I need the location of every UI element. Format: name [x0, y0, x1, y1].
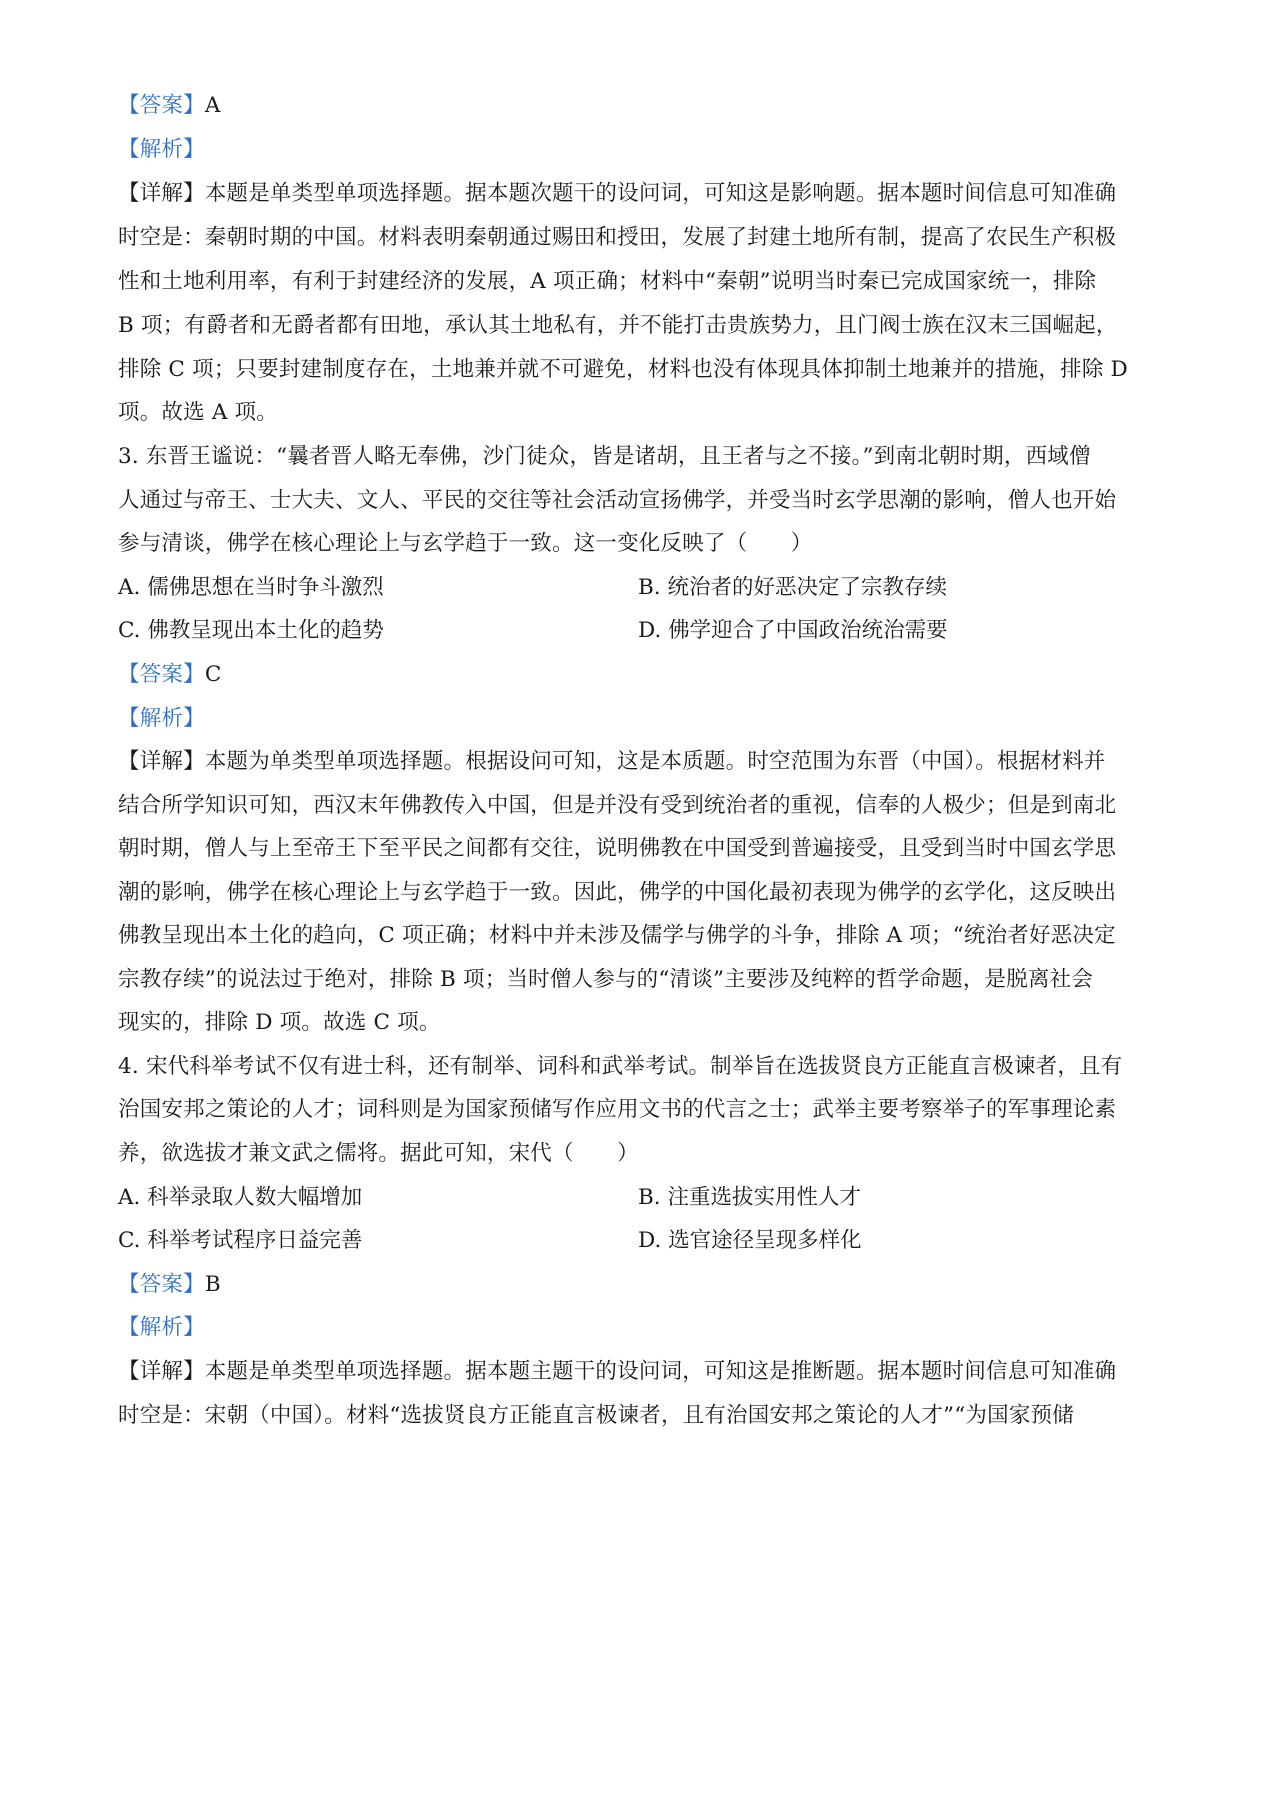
- answer-value: B: [204, 1272, 221, 1297]
- q3-stem-line: 参与清谈，佛学在核心理论上与玄学趋于一致。这一变化反映了（ ）: [118, 531, 813, 556]
- q2-detail-line: B 项；有爵者和无爵者都有田地，承认其土地私有，并不能打击贵族势力，且门阀士族在汉末三国崛起，: [118, 313, 1118, 338]
- q4-option-b: B. 注重选拔实用性人才: [638, 1185, 861, 1210]
- detail-tag: 【详解】: [118, 181, 205, 206]
- q3-option-b: B. 统治者的好恶决定了宗教存续: [638, 575, 947, 600]
- q3-detail-line: 朝时期，僧人与上至帝王下至平民之间都有交往，说明佛教在中国受到普遍接受，且受到当时中国玄学思: [118, 836, 1117, 861]
- q4-stem-line: 治国安邦之策论的人才；词科则是为国家预储写作应用文书的代言之士；武举主要考察举子的军事理论素: [118, 1097, 1117, 1122]
- q4-stem-line: 养，欲选拔才兼文武之儒将。据此可知，宋代（ ）: [118, 1141, 639, 1166]
- q3-detail-line: 【详解】本题为单类型单项选择题。根据设问可知，这是本质题。时空范围为东晋（中国）。根据材料并: [118, 749, 1106, 774]
- answer-tag: 【答案】: [118, 662, 205, 687]
- q4-stem-line: 4. 宋代科举考试不仅有进士科，还有制举、词科和武举考试。制举旨在选拔贤良方正能直言极谏者，且有: [118, 1054, 1123, 1079]
- detail-tag: 【详解】: [118, 1359, 205, 1384]
- q3-detail-line: 现实的，排除 D 项。故选 C 项。: [118, 1010, 441, 1035]
- answer-value: C: [204, 662, 222, 687]
- q3-option-a: A. 儒佛思想在当时争斗激烈: [118, 575, 384, 600]
- q2-detail-line: 性和土地利用率，有利于封建经济的发展，A 项正确；材料中“秦朝”说明当时秦已完成国家统一，排除: [118, 269, 1097, 294]
- q4-answer: [118, 1270, 221, 1300]
- q3-stem-line: 3. 东晋王谧说：“曩者晋人略无奉佛，沙门徒众，皆是诸胡，且王者与之不接。”到南北朝时期，西域僧: [118, 444, 1091, 469]
- q2-answer: [118, 91, 221, 121]
- q4-option-d: D. 选官途径呈现多样化: [638, 1228, 862, 1253]
- q3-option-d: D. 佛学迎合了中国政治统治需要: [638, 618, 948, 643]
- q3-analysis-tag: 【解析】: [118, 706, 205, 731]
- q3-detail-line: 佛教呈现出本土化的趋向，C 项正确；材料中并未涉及儒学与佛学的斗争，排除 A 项；“统治者好恶决定: [118, 923, 1116, 948]
- q4-option-c: C. 科举考试程序日益完善: [118, 1228, 363, 1253]
- q3-option-c: C. 佛教呈现出本土化的趋势: [118, 618, 384, 643]
- answer-tag: 【答案】: [118, 93, 205, 118]
- q3-stem-line: 人通过与帝王、士大夫、文人、平民的交往等社会活动宣扬佛学，并受当时玄学思潮的影响，僧人也开始: [118, 488, 1117, 513]
- q4-option-a: A. 科举录取人数大幅增加: [118, 1185, 363, 1210]
- q3-detail-line: 宗教存续”的说法过于绝对，排除 B 项；当时僧人参与的“清谈”主要涉及纯粹的哲学命题，是脱离社会: [118, 967, 1094, 992]
- answer-tag: 【答案】: [118, 1272, 205, 1297]
- q4-detail-line: 时空是：宋朝（中国）。材料“选拔贤良方正能直言极谏者，且有治国安邦之策论的人才”“为国家预储: [118, 1403, 1074, 1428]
- q4-analysis-tag: 【解析】: [118, 1315, 205, 1340]
- q2-detail-line: 排除 C 项；只要封建制度存在，土地兼并就不可避免，材料也没有体现具体抑制土地兼并的措施，排除 D: [118, 357, 1128, 382]
- q3-detail-line: 结合所学知识可知，西汉末年佛教传入中国，但是并没有受到统治者的重视，信奉的人极少；但是到南北: [118, 793, 1117, 818]
- q2-detail-line: 【详解】本题是单类型单项选择题。据本题次题干的设问词，可知这是影响题。据本题时间信息可知准确: [118, 181, 1117, 206]
- answer-value: A: [204, 93, 221, 118]
- q2-detail-line: 时空是：秦朝时期的中国。材料表明秦朝通过赐田和授田，发展了封建土地所有制，提高了农民生产积极: [118, 225, 1117, 250]
- q4-detail-line: 【详解】本题是单类型单项选择题。据本题主题干的设问词，可知这是推断题。据本题时间信息可知准确: [118, 1359, 1117, 1384]
- detail-tag: 【详解】: [118, 749, 205, 774]
- q2-detail-line: 项。故选 A 项。: [118, 400, 278, 425]
- q2-analysis-tag: 【解析】: [118, 137, 205, 162]
- q3-detail-line: 潮的影响，佛学在核心理论上与玄学趋于一致。因此，佛学的中国化最初表现为佛学的玄学化，这反映出: [118, 880, 1117, 905]
- q3-answer: [118, 660, 221, 690]
